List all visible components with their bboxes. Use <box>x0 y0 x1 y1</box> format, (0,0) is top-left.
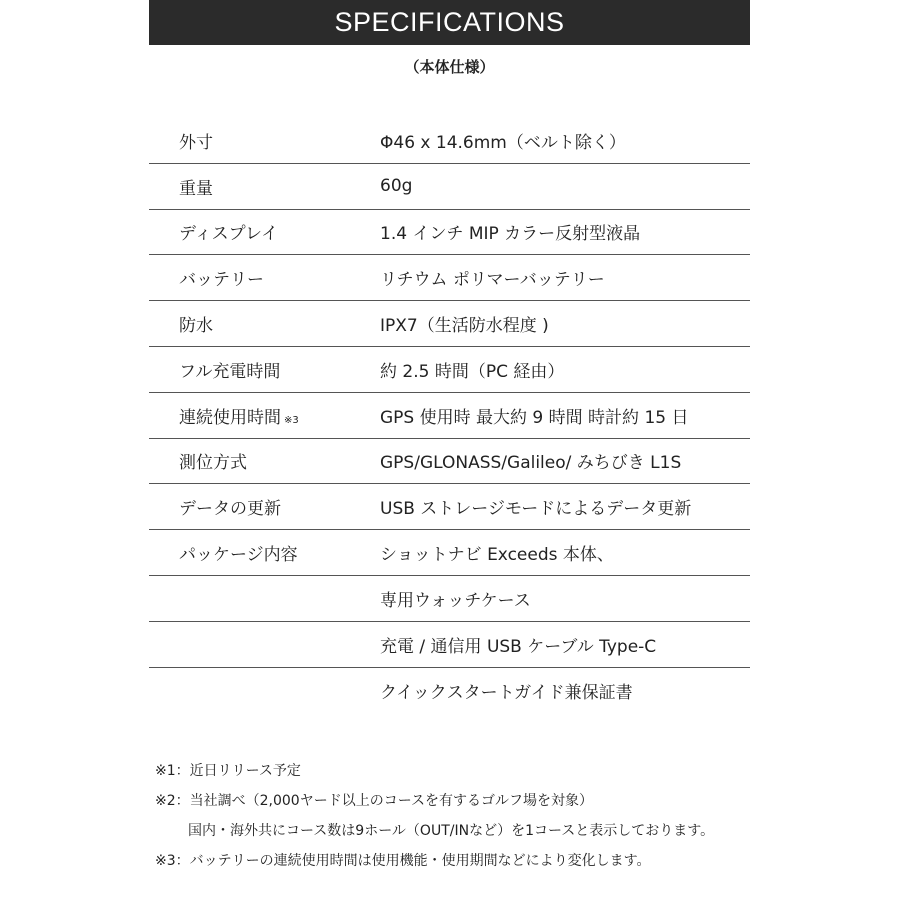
footnotes <box>155 756 795 876</box>
spec-row-data-update <box>149 484 750 530</box>
footnote-continuation: 国内・海外共にコース数は9ホール（OUT/INなど）を1コースと表示しております。 <box>188 823 715 839</box>
spec-value: 専用ウォッチケース <box>380 590 531 611</box>
spec-row-dimensions <box>149 118 750 164</box>
page-title: SPECIFICATIONS <box>334 7 565 37</box>
spec-value: GPS 使用時 最大約 9 時間 時計約 15 日 <box>380 407 689 428</box>
spec-row-display <box>149 210 750 256</box>
spec-row-battery <box>149 255 750 301</box>
spec-value: 約 2.5 時間（PC 経由） <box>380 361 565 382</box>
spec-label: 防水 <box>179 316 213 337</box>
spec-value: USB ストレージモードによるデータ更新 <box>380 499 692 520</box>
spec-row-package-item <box>149 668 750 714</box>
spec-row-charge-time <box>149 347 750 393</box>
spec-value: 60g <box>380 176 413 197</box>
spec-label: 重量 <box>179 178 213 199</box>
spec-value: 充電 / 通信用 USB ケーブル Type-C <box>380 636 657 657</box>
specifications-banner <box>149 0 750 45</box>
spec-value: ショットナビ Exceeds 本体、 <box>380 545 614 566</box>
spec-label-text: 連続使用時間 <box>179 407 281 428</box>
spec-label: バッテリー <box>179 270 264 291</box>
spec-value: 1.4 インチ MIP カラー反射型液晶 <box>380 224 641 245</box>
footnote: ※3：バッテリーの連続使用時間は使用機能・使用期間などにより変化します。 <box>155 853 651 869</box>
spec-value: リチウム ポリマーバッテリー <box>380 270 605 291</box>
spec-row-package <box>149 530 750 576</box>
spec-value: クイックスタートガイド兼保証書 <box>380 682 633 703</box>
spec-row-package-item <box>149 576 750 622</box>
spec-row-positioning <box>149 439 750 485</box>
footnote: ※1：近日リリース予定 <box>155 763 301 779</box>
spec-table <box>149 118 750 713</box>
spec-label: 外寸 <box>179 132 213 153</box>
spec-row-package-item <box>149 622 750 668</box>
spec-value: GPS/GLONASS/Galileo/ みちびき L1S <box>380 453 682 474</box>
spec-row-waterproof <box>149 301 750 347</box>
spec-label: パッケージ内容 <box>179 545 298 566</box>
footnote-marker: ※3 <box>284 414 299 426</box>
spec-label: 測位方式 <box>179 453 247 474</box>
footnote: ※2：当社調べ（2,000ヤード以上のコースを有するゴルフ場を対象） <box>155 793 594 809</box>
spec-label: ディスプレイ <box>179 224 279 245</box>
spec-label <box>149 403 349 428</box>
spec-value: IPX7（生活防水程度 ) <box>380 316 549 337</box>
spec-row-weight <box>149 164 750 210</box>
page-subtitle: （本体仕様） <box>404 58 495 76</box>
spec-label: フル充電時間 <box>179 361 281 382</box>
spec-value: Φ46 x 14.6mm（ベルト除く） <box>380 132 626 153</box>
spec-row-usage-time <box>149 393 750 439</box>
spec-label: データの更新 <box>179 499 281 520</box>
